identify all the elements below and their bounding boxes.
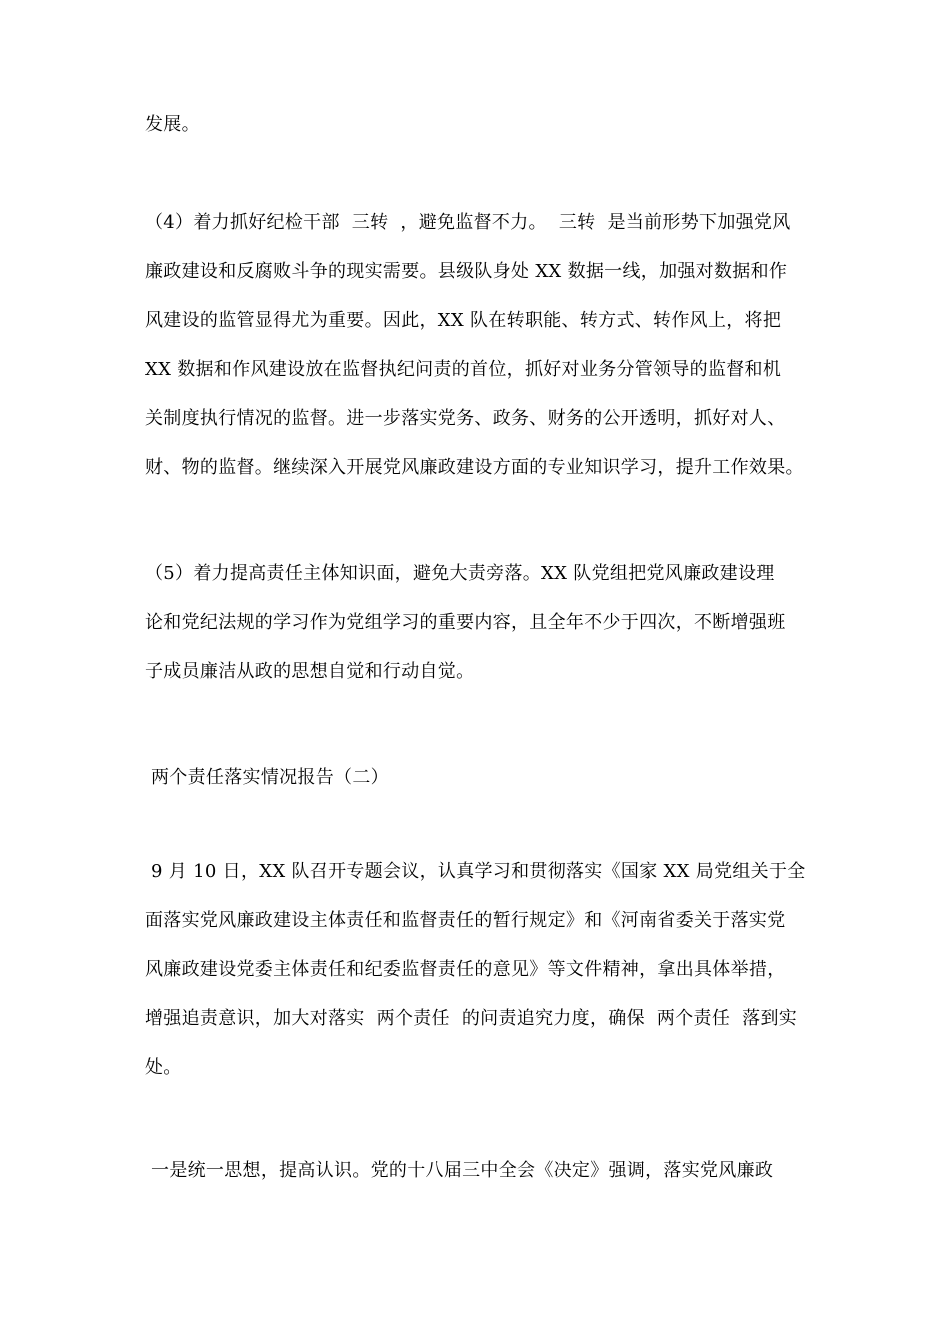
text-line: 子成员廉洁从政的思想自觉和行动自觉。	[145, 661, 475, 682]
text-line: XX 数据和作风建设放在监督执纪问责的首位，抓好对业务分管领导的监督和机	[145, 359, 782, 380]
text-line: （5）着力提高责任主体知识面，避免大责旁落。XX 队党组把党风廉政建设理	[145, 563, 775, 584]
text-line: （4）着力抓好纪检干部 三转 ，避免监督不力。 三转 是当前形势下加强党风	[145, 212, 791, 233]
text-line: 增强追责意识，加大对落实 两个责任 的问责追究力度，确保 两个责任 落到实	[145, 1008, 798, 1029]
text-line: 面落实党风廉政建设主体责任和监督责任的暂行规定》和《河南省委关于落实党	[145, 910, 786, 931]
text-line: 廉政建设和反腐败斗争的现实需要。县级队身处 XX 数据一线，加强对数据和作	[145, 261, 788, 282]
text-line: 9 月 10 日，XX 队召开专题会议，认真学习和贯彻落实《国家 XX 局党组关于全	[145, 861, 806, 882]
text-line: 论和党纪法规的学习作为党组学习的重要内容，且全年不少于四次，不断增强班	[145, 612, 786, 633]
text-line: 处。	[145, 1057, 182, 1078]
text-line: 风廉政建设党委主体责任和纪委监督责任的意见》等文件精神，拿出具体举措，	[145, 959, 786, 980]
text-line: 发展。	[145, 114, 200, 135]
section-heading: 两个责任落实情况报告（二）	[145, 767, 389, 788]
text-line: 一是统一思想，提高认识。党的十八届三中全会《决定》强调，落实党风廉政	[145, 1160, 774, 1181]
text-line: 关制度执行情况的监督。进一步落实党务、政务、财务的公开透明，抓好对人、	[145, 408, 786, 429]
text-line: 财、物的监督。继续深入开展党风廉政建设方面的专业知识学习，提升工作效果。	[145, 457, 804, 478]
text-line: 风建设的监管显得尤为重要。因此，XX 队在转职能、转方式、转作风上，将把	[145, 310, 782, 331]
